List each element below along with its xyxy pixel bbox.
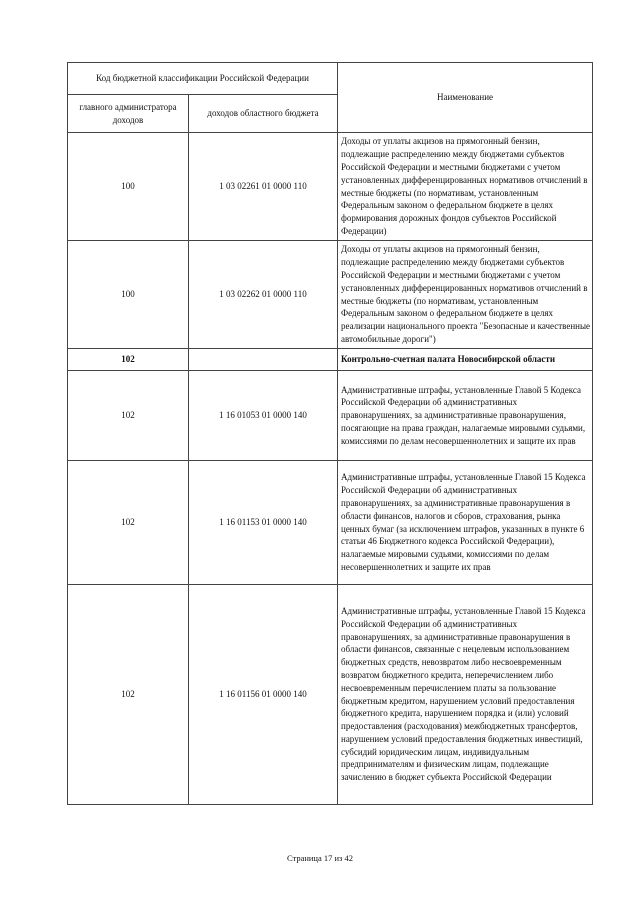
admin-code-cell: 102: [68, 349, 189, 371]
section-title-cell: Контрольно-счетная палата Новосибирской области: [338, 349, 593, 371]
table-row-section: [68, 349, 593, 371]
revenue-code-cell: 1 16 01156 01 0000 140: [189, 585, 338, 805]
page-number-footer: Страница 17 из 42: [286, 853, 354, 863]
table-row: [68, 133, 593, 241]
admin-code-cell: 102: [68, 371, 189, 461]
table-row: [68, 585, 593, 805]
admin-code-cell: 100: [68, 241, 189, 349]
admin-code-cell: 102: [68, 461, 189, 585]
table-row: [68, 241, 593, 349]
revenue-code-cell: 1 16 01053 01 0000 140: [189, 371, 338, 461]
revenue-code-cell: [189, 349, 338, 371]
header-name-column: Наименование: [338, 63, 593, 133]
admin-code-cell: 102: [68, 585, 189, 805]
revenue-code-cell: 1 03 02262 01 0000 110: [189, 241, 338, 349]
revenue-name-cell: Административные штрафы, установленные Главой 15 Кодекса Российской Федерации об административных правонарушениях, за административные правонарушения в области финансов, связанные с нецелевым использованием бюджетных средств, невозвратом либо несвоевременным возвратом бюджетного кредита, неперечислением либо несвоевременным перечислением платы за пользование бюджетным кредитом, нарушением условий предоставления бюджетного кредита, нарушением порядка и (или) условий предоставления (расходования) межбюджетных трансфертов, нарушением условий предоставления бюджетных инвестиций, субсидий юридическим лицам, индивидуальным предпринимателям и физическим лицам, подлежащие зачислению в бюджет субъекта Российской Федерации: [338, 585, 593, 805]
revenue-name-cell: Административные штрафы, установленные Главой 15 Кодекса Российской Федерации об административных правонарушениях, за административные правонарушения в области финансов, налогов и сборов, страхования, рынка ценных бумаг (за исключением штрафов, указанных в пункте 6 статьи 46 Бюджетного кодекса Российской Федерации), налагаемые мировыми судьями, комиссиями по делам несовершеннолетних и защите их прав: [338, 461, 593, 585]
header-code-column: доходов областного бюджета: [189, 95, 338, 133]
table-row: [68, 371, 593, 461]
header-group-label: Код бюджетной классификации Российской Федерации: [68, 63, 338, 95]
revenue-name-cell: Административные штрафы, установленные Главой 5 Кодекса Российской Федерации об административных правонарушениях, за административные правонарушения, посягающие на права граждан, налагаемые мировыми судьями, комиссиями по делам несовершеннолетних и защите их прав: [338, 371, 593, 461]
revenue-code-cell: 1 16 01153 01 0000 140: [189, 461, 338, 585]
header-admin-column: главного администратора доходов: [68, 95, 189, 133]
revenue-name-cell: Доходы от уплаты акцизов на прямогонный бензин, подлежащие распределению между бюджетами субъектов Российской Федерации и местными бюджетами с учетом установленных дифференцированных нормативов отчислений в местные бюджеты (по нормативам, установленным Федеральным законом о федеральном бюджете в целях формирования дорожных фондов субъектов Российской Федерации): [338, 133, 593, 241]
admin-code-cell: 100: [68, 133, 189, 241]
revenue-code-cell: 1 03 02261 01 0000 110: [189, 133, 338, 241]
budget-classification-table: [67, 62, 593, 805]
table-row: [68, 461, 593, 585]
header-row: [68, 63, 593, 95]
revenue-name-cell: Доходы от уплаты акцизов на прямогонный бензин, подлежащие распределению между бюджетами субъектов Российской Федерации и местными бюджетами с учетом установленных дифференцированных нормативов отчислений в местные бюджеты (по нормативам, установленным Федеральным законом о федеральном бюджете в целях реализации национального проекта "Безопасные и качественные автомобильные дороги"): [338, 241, 593, 349]
